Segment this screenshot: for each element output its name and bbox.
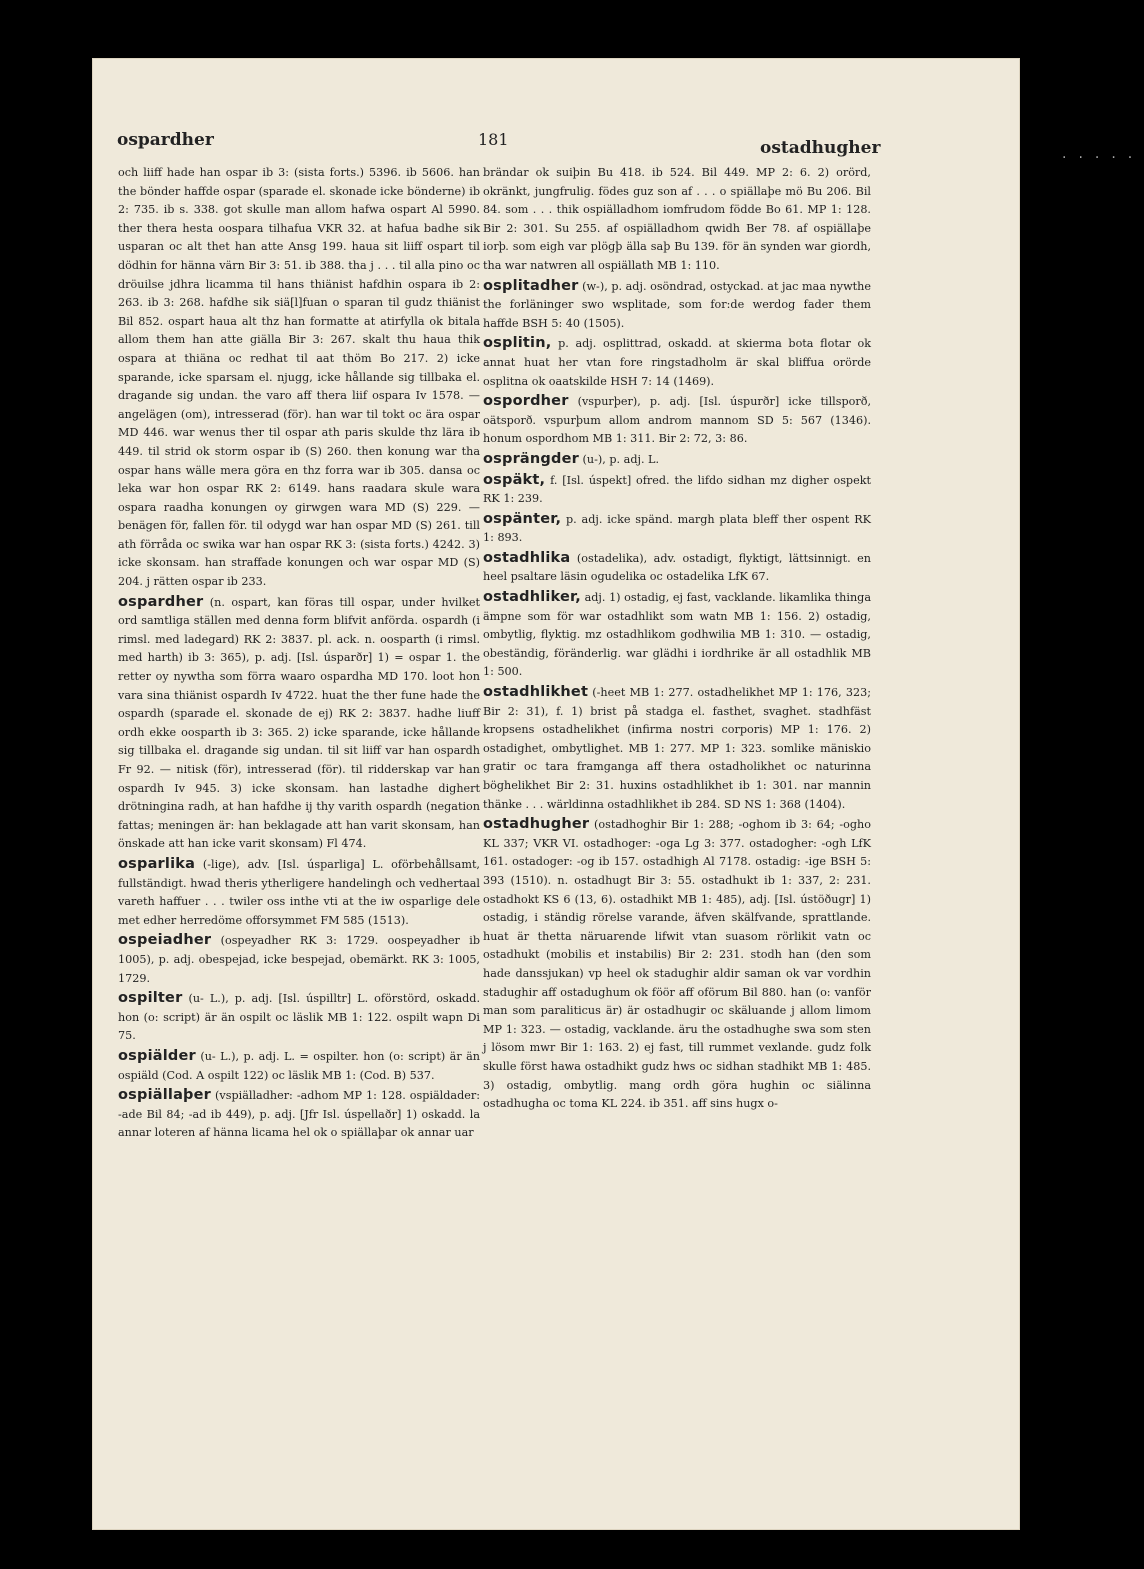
running-head-right: ostadhugher: [760, 138, 881, 158]
dictionary-entry: [483, 277, 871, 334]
entry-text: p. adj. icke spänd. margh plata bleff ther ospent RK 1: 893.: [483, 512, 871, 545]
entry-text: (n. ospart, kan föras till ospar, under hvilket ord samtliga ställen med denna form blifvit anförda. ospardh (i rimsl. med ladegard) RK 2: 3837. pl. ack. n. oosparth (i rimsl. med harth) ib 3: 365), p. adj. [Isl. úsparðr] 1) = ospar 1. the retter oy nywtha som förra waaro ospardha MD 170. loot hon vara sina thiänist ospardh Iv 4722. huat the ther fune hade the ospardh (sparade el. skonade de ej) RK 2: 3837. hadhe liuff ordh ekke oosparth ib 3: 365. 2) icke sparande, icke hållande sig tillbaka el. dragande sig undan. til sit liiff var han ospardh Fr 92. — nitisk (för), intresserad (för). til ridderskap var han ospardh Iv 945. 3) icke skonsam. han lastadhe dighert drötningina radh, at han hafdhe ij thy varith ospardh (negation fattas; meningen är: han beklagade att han varit skonsam, han önskade att han icke varit skonsam) Fl 474.: [118, 595, 480, 851]
dictionary-entry: [483, 164, 871, 276]
dictionary-entry: [483, 549, 871, 587]
dictionary-entry: [483, 510, 871, 548]
edge-dots: ·····: [1062, 150, 1144, 166]
left-column: [118, 164, 480, 1374]
entry-lemma: ospiälder: [118, 1047, 196, 1064]
entry-lemma: ostadhlika: [483, 549, 571, 566]
entry-lemma: ospiällaþer: [118, 1087, 212, 1104]
entry-lemma: osplitadher: [483, 277, 579, 294]
entry-lemma: ostadhlikhet: [483, 684, 589, 701]
entry-text: (ostadelika), adv. ostadigt, flyktigt, lättsinnigt. en heel psaltare läsin ogudelika oc ostadelika LfK 67.: [483, 551, 871, 584]
dictionary-entry: [483, 334, 871, 391]
dictionary-entry: [483, 683, 871, 814]
entry-lemma: ospardher: [118, 593, 204, 610]
entry-text: (u-), p. adj. L.: [582, 452, 660, 466]
entry-text: f. [Isl. úspekt] ofred. the lifdo sidhan mz digher ospekt RK 1: 239.: [483, 473, 871, 506]
entry-lemma: osplitin,: [483, 335, 552, 352]
entry-text: (ostadhoghir Bir 1: 288; -oghom ib 3: 64; -ogho KL 337; VKR VI. ostadhoger: -oga Lg 3: 377. ostadogher: -ogh LfK 161. ostadoger: -og ib 157. ostadhigh Al 7178. ostadig: -ige BSH 5: 393 (1510). n. ostadhugt Bir 3: 55. ostadhukt ib 1: 337, 2: 231. ostadhokt KS 6 (13, 6). ostadhikt MB 1: 485), adj. [Isl. ústöðugr] 1) ostadig, i ständig rörelse varande, äfven skälfvande, sprattlande. huat är thetta näruarende lifwit vtan suasom rörlikit vatn oc ostadhukt (mobilis et instabilis) Bir 2: 231. stodh han (den som hade danssjukan) vp heel ok stadughir aldir saman ok var vordhin stadughir aff ostadughum ok föör aff oförum Bil 880. han (o: vanför man som paraliticus är) är ostadhugir oc skäluande j allom limom MP 1: 323. — ostadig, vacklande. äru the ostadhughe swa som sten j lösom mwr Bir 1: 163. 2) ej fast, till rummet vexlande. gudz folk skulle först hawa ostadhikt gudz hws oc sidhan stadhikt MB 1: 485. 3) ostadig, ombytlig. mang ordh göra hughin oc siälinna ostadhugha oc toma KL 224. ib 351. aff sins hugx o-: [483, 818, 871, 1111]
dictionary-entry: [483, 471, 871, 509]
dictionary-entry: [118, 1047, 480, 1085]
entry-text: p. adj. osplittrad, oskadd. at skierma bota flotar ok annat huat her vtan fore ringstadholm är skal bliffua orörde osplitna ok oaatskilde HSH 7: 14 (1469).: [483, 337, 871, 388]
dictionary-entry: [118, 989, 480, 1046]
dictionary-entry: [118, 855, 480, 930]
right-column: [483, 164, 871, 1374]
entry-text: brändar ok suiþin Bu 418. ib 524. Bil 449. MP 2: 6. 2) orörd, okränkt, jungfrulig. födes guz son af . . . o spiällaþe mö Bu 206. Bil 84. som . . . thik ospiälladhom iomfrudom födde Bo 61. MP 1: 128. Bir 2: 301. Su 255. af ospiälladhom qwidh Ber 78. af ospiällaþe iorþ. som eigh var plögþ älla saþ Bu 139. för än synden war giordh, tha war natwren all ospiällath MB 1: 110.: [483, 166, 871, 272]
entry-text: (-heet MB 1: 277. ostadhelikhet MP 1: 176, 323; Bir 2: 31), f. 1) brist på stadga el. fasthet, svaghet. stadhfäst kropsens ostadhelikhet (infirma nostri corporis) MP 1: 176. 2) ostadighet, ombytlighet. MB 1: 277. MP 1: 323. somlike mäniskio gratir oc tara framganga aff thera ostadholikhet oc naturinna böghelikhet Bir 2: 31. huxins ostadhlikhet ib 1: 301. nar mannin thänke . . . wärldinna ostadhlikhet ib 284. SD NS 1: 368 (1404).: [483, 686, 871, 811]
dictionary-entry: [483, 450, 871, 470]
entry-text: och liiff hade han ospar ib 3: (sista forts.) 5396. ib 5606. han the bönder haffde ospar (sparade el. skonade icke bönderne) ib 2: 735. ib s. 338. got skulle man allom hafwa ospart Al 5990. ther thera hesta oospara tilhafua VKR 32. at hafua badhe sik usparan oc alt thet han atte Ansg 199. haua sit liiff ospart til dödhin for hänna värn Bir 3: 51. ib 388. tha j . . . til alla pino oc dröuilse jdhra licamma til hans thiänist hafdhin ospara ib 2: 263. ib 3: 268. hafdhe sik siä[l]fuan o sparan til gudz thiänist Bil 852. ospart haua alt thz han formatte at atirfylla ok bitala allom them han atte giälla Bir 3: 267. skalt thu haua thik ospara at thiäna oc redhat til aat thöm Bo 217. 2) icke sparande, icke sparsam el. njugg, icke hållande sig tillbaka el. dragande sig undan. the varo aff thera liif ospara Iv 1578. — angelägen (om), intresserad (för). han war til tokt oc ära ospar MD 446. war wenus ther til ospar ath paris skulde thz lära ib 449. til strid ok storm ospar ib (S) 260. then konung war tha ospar hans wälle mera göra en thz forra war ib 305. dansa oc leka war hon ospar RK 2: 6149. hans raadara skule wara ospara raadha konungen oy girwgen wara MD (S) 229. — benägen för, fallen för. til odygd war han ospar MD (S) 261. till ath förråda oc swika war han ospar RK 3: (sista forts.) 4242. 3) icke skonsam. han straffade konungen och war ospar MD (S) 204. j rätten ospar ib 233.: [118, 166, 480, 589]
entry-text: (u- L.), p. adj. L. = ospilter. hon (o: script) är än ospiäld (Cod. A ospilt 122) oc läslik MB 1: (Cod. B) 537.: [118, 1049, 480, 1082]
dictionary-entry: [118, 593, 480, 854]
entry-lemma: ospeiadher: [118, 932, 212, 949]
dictionary-entry: [118, 164, 480, 592]
running-head-left: ospardher: [117, 130, 214, 150]
entry-lemma: osprängder: [483, 450, 579, 467]
entry-text: (w-), p. adj. osöndrad, ostyckad. at jac maa nywthe the forläninger swo wsplitade, som for:de werdog fader them haffde BSH 5: 40 (1505).: [483, 279, 871, 330]
entry-lemma: ospäkt,: [483, 471, 546, 488]
entry-text: (vspiälladher: -adhom MP 1: 128. ospiäldader: -ade Bil 84; -ad ib 449), p. adj. [Jfr Isl. úspellaðr] 1) oskadd. la annar loteren af hänna licama hel ok o spiällaþar ok annar uar: [118, 1089, 480, 1140]
entry-lemma: ostadhliker,: [483, 589, 581, 606]
dictionary-entry: [483, 392, 871, 449]
entry-text: (-lige), adv. [Isl. úsparliga] L. oförbehållsamt, fullständigt. hwad theris ytherligere handelingh och vedhertaal vareth haffuer . . . twiler oss inthe vti at the iw osparlige dele met edher herredöme offorsymmet FM 585 (1513).: [118, 857, 480, 927]
page-number: 181: [478, 130, 509, 149]
dictionary-entry: [118, 931, 480, 988]
entry-lemma: ospänter,: [483, 510, 562, 527]
entry-text: (vspurþer), p. adj. [Isl. úspurðr] icke tillsporð, oätsporð. vspurþum allom androm mannom SD 5: 567 (1346). honum ospordhom MB 1: 311. Bir 2: 72, 3: 86.: [483, 395, 872, 446]
dictionary-entry: [483, 815, 871, 1114]
entry-text: (u- L.), p. adj. [Isl. úspilltr] L. oförstörd, oskadd. hon (o: script) är än ospilt oc läslik MB 1: 122. ospilt wapn Di 75.: [118, 992, 480, 1043]
entry-text: adj. 1) ostadig, ej fast, vacklande. likamlika thinga ämpne som för war ostadhlikt som watn MB 1: 156. 2) ostadig, ombytlig, flyktig. mz ostadhlikom godhwilia MB 1: 310. — ostadig, obeständig, föränderlig. war glädhi i iordhrike är all ostadhlik MB 1: 500.: [483, 591, 871, 679]
entry-lemma: ospordher: [483, 393, 569, 410]
dictionary-entry: [483, 588, 871, 682]
entry-lemma: ostadhugher: [483, 816, 590, 833]
dictionary-entry: [118, 1086, 480, 1143]
entry-lemma: osparlika: [118, 855, 196, 872]
entry-text: (ospeyadher RK 3: 1729. oospeyadher ib 1005), p. adj. obespejad, icke bespejad, obemärkt. RK 3: 1005, 1729.: [118, 934, 480, 985]
entry-lemma: ospilter: [118, 990, 183, 1007]
